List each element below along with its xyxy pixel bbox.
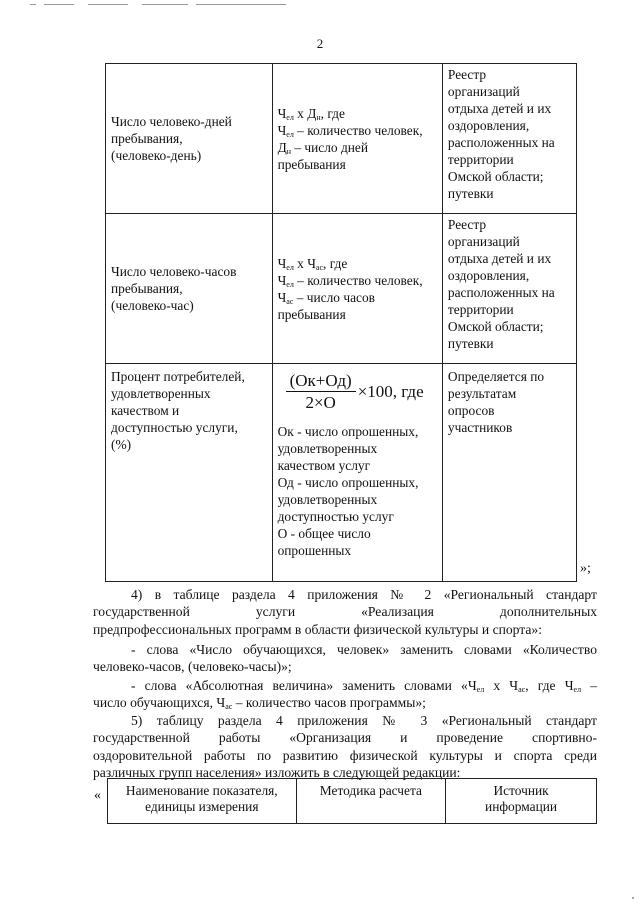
method-cell: $\frac{(Ок+Од)}{2\times О}$ ×100, где Ок - число опрошенных, удовлетворенных качеством услуг Од - число опрошенных, удовлетворенных доступностью услуг О - общее число опрошенных (272, 364, 442, 582)
formula-denominator: 2×О (305, 393, 336, 412)
closing-quote-mark: »; (580, 561, 591, 576)
scan-speck (632, 897, 634, 899)
page-number: 2 (316, 36, 324, 51)
method-cell: $Ч_{ел}$ х $Ч_{ас}$, где $Ч_{ел}$ – количество человек, $Ч_{ас}$ – число часов пребывания (272, 214, 442, 364)
opening-quote-mark: « (94, 788, 101, 803)
new-table-header (107, 778, 597, 824)
indicator-cell: Число человеко-часов пребывания, (человеко-час) (106, 214, 273, 364)
paragraph-4: 4) в таблице раздела 4 приложения № 2 «Региональный стандарт государственной услуги «Реализация дополнительных предпрофессиональных программ в области физической культуры и спорта»: (93, 587, 597, 637)
source-cell: Реестр организаций отдыха детей и их оздоровления, расположенных на территории Омской области; путевки (442, 64, 576, 214)
method-cell: $Ч_{ел}$ х $Д_н$, где $Ч_{ел}$ – количество человек, $Д_н$ – число дней пребывания (272, 64, 442, 214)
header-calculation-method: Методика расчета (296, 779, 446, 824)
indicators-table (105, 63, 577, 582)
indicator-cell: Процент потребителей, удовлетворенных качеством и доступностью услуги, (%) (106, 364, 273, 582)
header-indicator-name: Наименование показателя, единицы измерения (108, 779, 297, 824)
satisfaction-formula (286, 372, 424, 411)
formula-tail: ×100, где (357, 382, 424, 401)
source-cell: Реестр организаций отдыха детей и их оздоровления, расположенных на территории Омской области; путевки (442, 214, 576, 364)
source-cell: Определяется по результатам опросов участников (442, 364, 576, 582)
table-row (106, 64, 577, 214)
amendment-bullet-1: - слова «Число обучающихся, человек» заменить словами «Количество человеко-часов, (человеко-часы)»; (93, 642, 597, 675)
paragraph-5: 5) таблицу раздела 4 приложения № 3 «Региональный стандарт государственной работы «Организация и проведение спортивно- оздоровительной работы по развитию физической культуры и спорта среди различных групп населения» изложить в следующей редакции: (93, 713, 597, 780)
table-row (106, 214, 577, 364)
header-information-source: Источник информации (446, 779, 597, 824)
formula-line: $Ч_{ел}$ х $Ч_{ас}$, где (277, 255, 348, 272)
formula-numerator: (Ок+Од) (286, 372, 356, 392)
indicator-cell: Число человеко-дней пребывания, (человеко-день) (106, 64, 273, 214)
formula-line: $Ч_{ел}$ х $Д_н$, где (277, 105, 345, 122)
table-row (106, 364, 577, 582)
scan-artifact-lines (30, 4, 290, 8)
table-header-row (108, 779, 597, 824)
amendment-bullet-2: - слова «Абсолютная величина» заменить словами «$Ч_{ел}$ х $Ч_{ас}$, где $Ч_{ел}$ – число обучающихся, $Ч_{ас}$ – количество часов программы»; (93, 678, 597, 712)
